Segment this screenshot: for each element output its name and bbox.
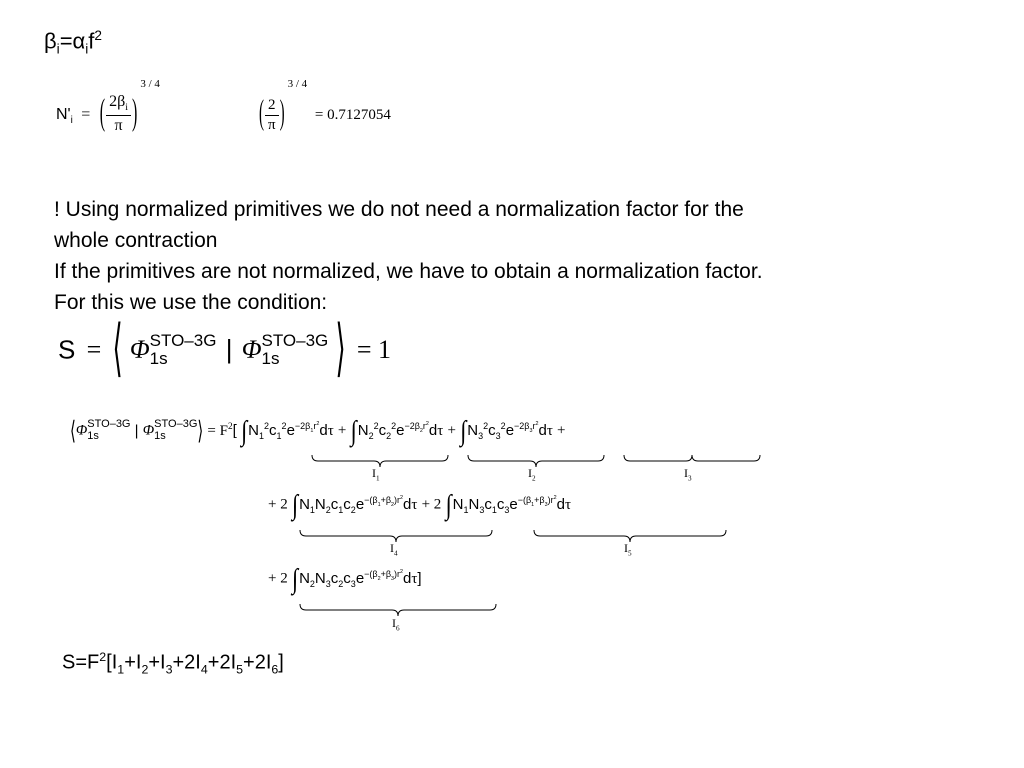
plus-3: +: [557, 422, 566, 439]
exp-open-bracket: [: [232, 422, 237, 439]
final-part-9: 5: [236, 662, 244, 677]
f-symbol: f: [88, 28, 95, 54]
paragraph-line-4: For this we use the condition:: [54, 291, 328, 314]
norm-fraction: [106, 92, 131, 137]
norm-equals: =: [81, 106, 91, 123]
integral-3: ∫: [460, 414, 467, 446]
plus-2-term-4: + 2: [268, 496, 288, 513]
expansion-row-1: [70, 414, 566, 446]
exp-phi-2-sto: STO–3G: [154, 418, 198, 431]
phi-1-ls: 1s: [149, 348, 168, 368]
brace-3: [624, 455, 760, 461]
norm-num-sub: i: [125, 102, 128, 114]
alpha-subscript: i: [85, 41, 89, 57]
left-paren: (: [99, 94, 106, 134]
label-i5: $I_5$: [624, 541, 632, 558]
expansion-row-3: [268, 562, 422, 594]
final-f-power: 2: [99, 650, 107, 664]
norm-exponent: 3 / 4: [140, 78, 160, 90]
final-part-2: +I: [124, 651, 142, 674]
plus-2-term-6: + 2: [268, 570, 288, 587]
integral-2: ∫: [350, 414, 357, 446]
overlap-condition: [58, 313, 392, 384]
paragraph-line-2: whole contraction: [54, 229, 218, 252]
term-2: $\int N_2^2c_2^2e^{-2\beta_2r^2}d\tau$: [350, 414, 444, 446]
label-i3: $I_3$: [684, 466, 692, 483]
integral-1: ∫: [240, 414, 248, 446]
exp-phi-2-idx: [154, 419, 197, 442]
exp-phi-2: Φ: [142, 422, 155, 439]
final-part-6: +2I: [172, 651, 201, 674]
exp-equals-f: [207, 423, 236, 439]
final-s-eq-f: S=F: [62, 651, 100, 674]
expansion-row-2: [268, 488, 571, 520]
paragraph-line-1: ! Using normalized primitives we do not need a normalization factor for the: [54, 198, 744, 221]
beta-symbol: β: [44, 28, 57, 54]
final-part-10: +2I: [243, 651, 272, 674]
norm-denominator: π: [114, 117, 123, 135]
final-part-1: 1: [117, 662, 125, 677]
normalization-value: [258, 78, 391, 136]
phi-symbol-1: Φ: [129, 334, 150, 364]
final-part-7: 4: [200, 662, 208, 677]
label-i1: $I_1$: [372, 466, 380, 483]
final-part-4: +I: [148, 651, 166, 674]
exp-phi-1-idx: [87, 419, 130, 442]
value-left-paren: (: [259, 96, 264, 133]
integral-5: ∫: [445, 488, 452, 520]
exp-right-angle: ⟩: [197, 418, 204, 446]
phi-1-indices: [150, 332, 217, 368]
value-right-paren: ): [279, 96, 285, 133]
value-result: = 0.7127054: [314, 107, 391, 123]
term-5: $\int N_1N_3c_1c_3e^{-(\beta_1+\beta_3)r^2}d\tau$: [445, 488, 571, 520]
paragraph-line-3: If the primitives are not normalized, we have to obtain a normalization factor.: [54, 260, 763, 283]
exp-phi-1: Φ: [75, 422, 88, 439]
right-angle: ⟩: [335, 313, 346, 384]
condition-rhs: = 1: [356, 334, 392, 364]
final-part-11: 6: [271, 662, 279, 677]
exp-phi-1-sto: STO–3G: [87, 418, 131, 431]
final-result: [62, 650, 284, 677]
phi-2-sto: STO–3G: [261, 331, 329, 350]
condition-equals: =: [86, 334, 102, 364]
final-part-0: [I: [106, 651, 118, 674]
norm-numerator: [106, 92, 131, 116]
exp-eqf-text: = F: [207, 423, 228, 439]
plus-2: +: [447, 422, 456, 439]
plus-2-term-5: + 2: [421, 496, 442, 513]
exp-bar: |: [134, 422, 139, 440]
exp-left-angle: ⟨: [70, 418, 76, 446]
term-6: $\int N_2N_3c_2c_3e^{-(\beta_2+\beta_3)r^2}d\tau$]: [291, 562, 422, 594]
exp-phi-1-ls: 1s: [87, 430, 99, 442]
final-part-5: 3: [165, 662, 173, 677]
norm-n-label: N': [56, 106, 71, 123]
value-denominator: π: [268, 117, 276, 134]
brace-2: [468, 455, 604, 467]
normalization-formula: [56, 78, 160, 137]
f-power: 2: [94, 28, 102, 43]
label-i4: $I_4$: [390, 541, 398, 558]
phi-2-indices: [261, 332, 328, 368]
equals-alpha: =α: [59, 28, 86, 54]
integral-6: ∫: [291, 562, 299, 594]
term-3: $\int N_3^2c_3^2e^{-2\beta_3r^2}d\tau$: [460, 414, 553, 446]
exp-close-bracket: ]: [417, 569, 422, 587]
beta-subscript: i: [56, 41, 60, 57]
right-paren: ): [131, 94, 138, 134]
condition-s: S: [58, 334, 76, 365]
exp-f2: 2: [227, 422, 233, 432]
beta-definition: [44, 28, 102, 57]
label-i6: $I_6$: [392, 616, 400, 633]
phi-symbol-2: Φ: [241, 334, 262, 364]
final-part-12: ]: [278, 651, 284, 674]
final-part-3: 2: [141, 662, 149, 677]
value-fraction: [265, 96, 279, 136]
integral-4: ∫: [291, 488, 299, 520]
phi-2-ls: 1s: [261, 348, 280, 368]
final-part-8: +2I: [207, 651, 237, 674]
term-4: $\int N_1N_2c_1c_2e^{-(\beta_1+\beta_2)r^2}d\tau$: [291, 488, 418, 520]
value-numerator: 2: [265, 96, 279, 117]
term-1: $\int N_1^2c_1^2e^{-2\beta_1r^2}d\tau$: [240, 414, 334, 446]
phi-1-sto: STO–3G: [149, 331, 217, 350]
explanation-paragraph: [54, 194, 763, 318]
label-i2: $I_2$: [528, 466, 536, 483]
norm-n-subscript: i: [70, 115, 73, 127]
norm-num-text: 2β: [109, 93, 126, 111]
condition-bar: |: [225, 334, 233, 365]
left-angle: ⟨: [112, 313, 123, 384]
value-exponent: 3 / 4: [287, 78, 308, 90]
plus-1: +: [337, 422, 347, 439]
brace-1: [312, 455, 448, 467]
exp-phi-2-ls: 1s: [154, 430, 166, 442]
brace-6: [300, 604, 496, 616]
